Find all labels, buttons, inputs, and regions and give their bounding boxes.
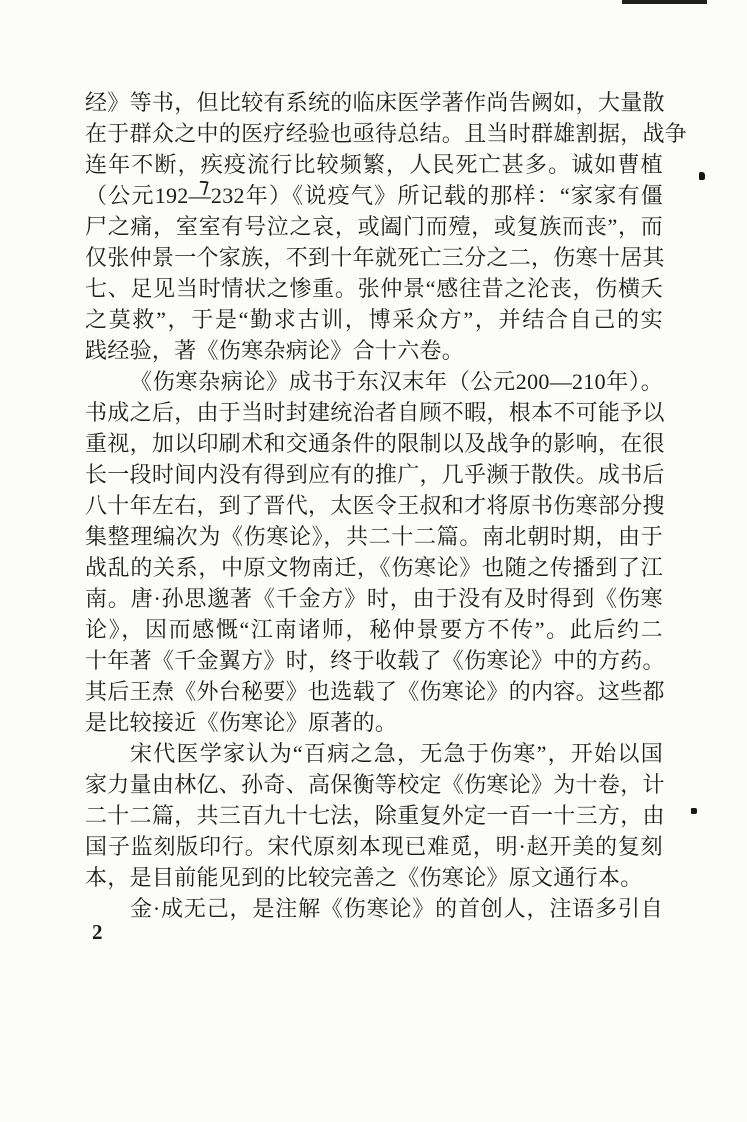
text-line: 战乱的关系，中原文物南迁，《伤寒论》也随之传播到了江 xyxy=(85,555,663,580)
text-line: 书成之后，由于当时封建统治者自顾不暇，根本不可能予以 xyxy=(85,400,665,425)
text-line: 在于群众之中的医疗经验也亟待总结。且当时群雄割据，战争 xyxy=(85,121,688,146)
text-line: 尸之痛，室室有号泣之哀，或阖门而殪，或复族而丧”，而 xyxy=(85,214,663,239)
text-line: 之莫救”，于是“勤求古训，博采众方”，并结合自己的实 xyxy=(85,307,663,332)
text-line: 宋代医学家认为“百病之急，无急于伤寒”，开始以国 xyxy=(130,741,663,766)
text-line: 重视，加以印刷术和交通条件的限制以及战争的影响，在很 xyxy=(85,431,665,456)
scan-artifact-bar xyxy=(622,0,707,4)
text-line: 本，是目前能见到的比较完善之《伤寒论》原文通行本。 xyxy=(85,865,643,890)
page-number: 2 xyxy=(92,920,103,944)
text-line: （公元192—232年）《说疫气》所记载的那样：“家家有僵 xyxy=(85,183,663,208)
text-line: 是比较接近《伤寒论》原著的。 xyxy=(85,710,398,735)
text-line: 仅张仲景一个家族，不到十年就死亡三分之二，伤寒十居其 xyxy=(85,245,665,270)
text-line: 南。唐·孙思邈著《千金方》时，由于没有及时得到《伤寒 xyxy=(85,586,663,611)
ink-speck xyxy=(691,808,697,814)
text-line: 其后王焘《外台秘要》也选载了《伤寒论》的内容。这些都 xyxy=(85,679,665,704)
text-line: 金·成无己，是注解《伤寒论》的首创人，注语多引自 xyxy=(130,896,663,921)
text-line: 连年不断，疾疫流行比较频繁，人民死亡甚多。诚如曹植 xyxy=(85,152,663,177)
ink-speck xyxy=(699,172,705,180)
text-line: 八十年左右，到了晋代，太医令王叔和才将原书伤寒部分搜 xyxy=(85,493,665,518)
body-text xyxy=(85,87,688,924)
text-line: 《伤寒杂病论》成书于东汉末年（公元200—210年）。 xyxy=(130,369,663,394)
text-line: 七、足见当时情状之惨重。张仲景“感往昔之沦丧，伤横夭 xyxy=(85,276,663,301)
text-line: 集整理编次为《伤寒论》，共二十二篇。南北朝时期，由于 xyxy=(85,524,663,549)
text-line: 长一段时间内没有得到应有的推广，几乎濒于散佚。成书后 xyxy=(85,462,665,487)
text-line: 国子监刻版印行。宋代原刻本现已难觅，明·赵开美的复刻 xyxy=(85,834,663,859)
text-line: 践经验，著《伤寒杂病论》合十六卷。 xyxy=(85,338,465,363)
text-line: 经》等书，但比较有系统的临床医学著作尚告阙如，大量散 xyxy=(85,90,665,115)
text-line: 二十二篇，共三百九十七法，除重复外定一百一十三方，由 xyxy=(85,803,665,828)
text-line: 十年著《千金翼方》时，终于收载了《伤寒论》中的方药。 xyxy=(85,648,665,673)
text-line: 论》，因而感慨“江南诸师，秘仲景要方不传”。此后约二 xyxy=(85,617,663,642)
text-line: 家力量由林亿、孙奇、高保衡等校定《伤寒论》为十卷，计 xyxy=(85,772,665,797)
